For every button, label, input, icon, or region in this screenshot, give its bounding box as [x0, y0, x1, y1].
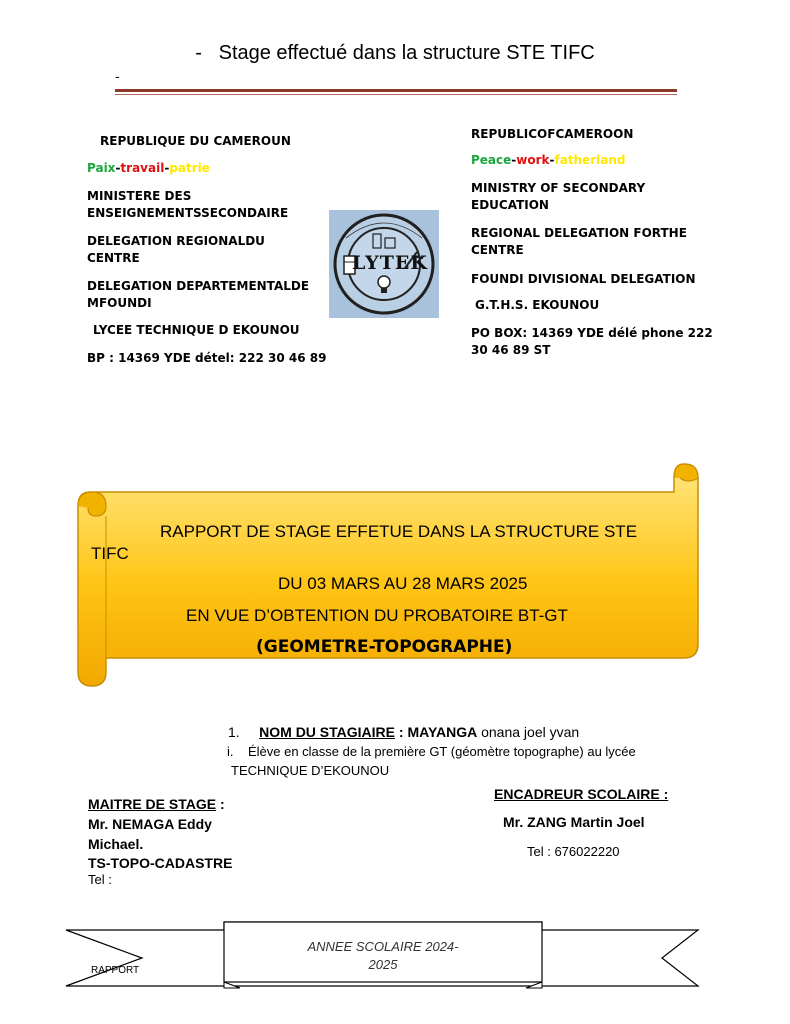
left-ministry: [87, 188, 288, 222]
right-motto-sep-1: -: [511, 153, 517, 167]
student-desc-line1: [227, 744, 636, 759]
school-year-line1: ANNEE SCOLAIRE 2024-: [307, 939, 459, 954]
left-departmental-line1: DELEGATION DEPARTEMENTALDE: [87, 279, 310, 293]
student-name-rest: onana joel yvan: [477, 724, 580, 740]
right-po-box-line2: 30 46 89 ST: [471, 343, 551, 357]
right-regional: [471, 225, 687, 259]
left-motto: [87, 160, 210, 177]
right-motto-sep-2: -: [549, 153, 555, 167]
encadreur-name: Mr. ZANG Martin Joel: [503, 814, 645, 830]
maitre-label: MAITRE DE STAGE: [88, 796, 217, 812]
maitre-label-line: [88, 796, 225, 812]
header-rule: [115, 89, 677, 92]
encadreur-label: ENCADREUR SCOLAIRE :: [494, 786, 669, 802]
student-name-line: [228, 724, 579, 740]
right-country: REPUBLICOFCAMEROON: [471, 127, 634, 141]
motto-word-2: travail: [120, 161, 165, 175]
motto-sep-1: -: [115, 161, 121, 175]
left-regional: [87, 233, 265, 267]
left-country: REPUBLIQUE DU CAMEROUN: [100, 134, 291, 148]
maitre-name-2: Michael.: [88, 836, 144, 852]
banner-line-4: (GEOMETRE-TOPOGRAPHE): [256, 637, 513, 657]
right-school: G.T.H.S. EKOUNOU: [475, 298, 600, 312]
right-ministry: [471, 180, 645, 214]
title-text: Stage effectué dans la structure STE TIFC: [218, 42, 595, 64]
student-name-bold: MAYANGA: [407, 724, 478, 740]
header-rule-thin: [115, 94, 677, 95]
right-motto-word-2: work: [516, 153, 550, 167]
page-title: [0, 42, 790, 65]
student-colon: :: [395, 724, 408, 740]
student-number: 1.: [228, 724, 240, 740]
left-school: LYCEE TECHNIQUE D EKOUNOU: [93, 323, 300, 337]
maitre-name-1: Mr. NEMAGA Eddy: [88, 816, 212, 832]
right-po-box: [471, 325, 713, 359]
footer-hidden-text: RAPPORT: [91, 965, 140, 976]
left-regional-line2: CENTRE: [87, 251, 140, 265]
encadreur-tel: Tel : 676022220: [527, 844, 620, 859]
student-desc-1: Élève en classe de la première GT (géomètre topographe) au lycée: [247, 744, 636, 759]
banner-line-2: DU 03 MARS AU 28 MARS 2025: [278, 574, 528, 593]
left-ministry-line1: MINISTERE DES: [87, 189, 192, 203]
student-label: NOM DU STAGIAIRE: [259, 724, 395, 740]
right-motto-word-1: Peace: [471, 153, 512, 167]
school-logo: [329, 210, 439, 318]
left-ministry-line2: ENSEIGNEMENTSSECONDAIRE: [87, 206, 289, 220]
motto-sep-2: -: [164, 161, 170, 175]
maitre-tel: Tel :: [88, 872, 112, 887]
maitre-colon: :: [216, 796, 225, 812]
school-year: [224, 938, 542, 974]
logo-text: LYTEK: [352, 252, 428, 274]
right-ministry-line1: MINISTRY OF SECONDARY: [471, 181, 646, 195]
small-dash: -: [115, 68, 120, 84]
banner-line-1: RAPPORT DE STAGE EFFETUE DANS LA STRUCTURE STE: [160, 522, 638, 541]
school-year-line2: 2025: [368, 957, 398, 972]
right-po-box-line1: PO BOX: 14369 YDE délé phone 222: [471, 326, 713, 340]
right-regional-line1: REGIONAL DELEGATION FORTHE: [471, 226, 687, 240]
student-desc-2: TECHNIQUE D’EKOUNOU: [231, 763, 390, 778]
right-divisional: FOUNDI DIVISIONAL DELEGATION: [471, 272, 696, 286]
maitre-title: TS-TOPO-CADASTRE: [88, 855, 233, 871]
right-motto: [471, 152, 626, 169]
right-regional-line2: CENTRE: [471, 243, 524, 257]
left-bp: BP : 14369 YDE détel: 222 30 46 89: [87, 351, 327, 365]
student-roman: i.: [227, 744, 234, 759]
left-regional-line1: DELEGATION REGIONALDU: [87, 234, 265, 248]
right-motto-word-3: fatherland: [554, 153, 626, 167]
motto-word-1: Paix: [87, 161, 116, 175]
title-dash: -: [195, 42, 202, 64]
banner-line-3: EN VUE D’OBTENTION DU PROBATOIRE BT-GT: [186, 606, 568, 625]
motto-word-3: patrie: [169, 161, 210, 175]
banner-line-1b: TIFC: [91, 544, 129, 563]
right-ministry-line2: EDUCATION: [471, 198, 549, 212]
left-departmental: [87, 278, 309, 312]
left-departmental-line2: MFOUNDI: [87, 296, 152, 310]
